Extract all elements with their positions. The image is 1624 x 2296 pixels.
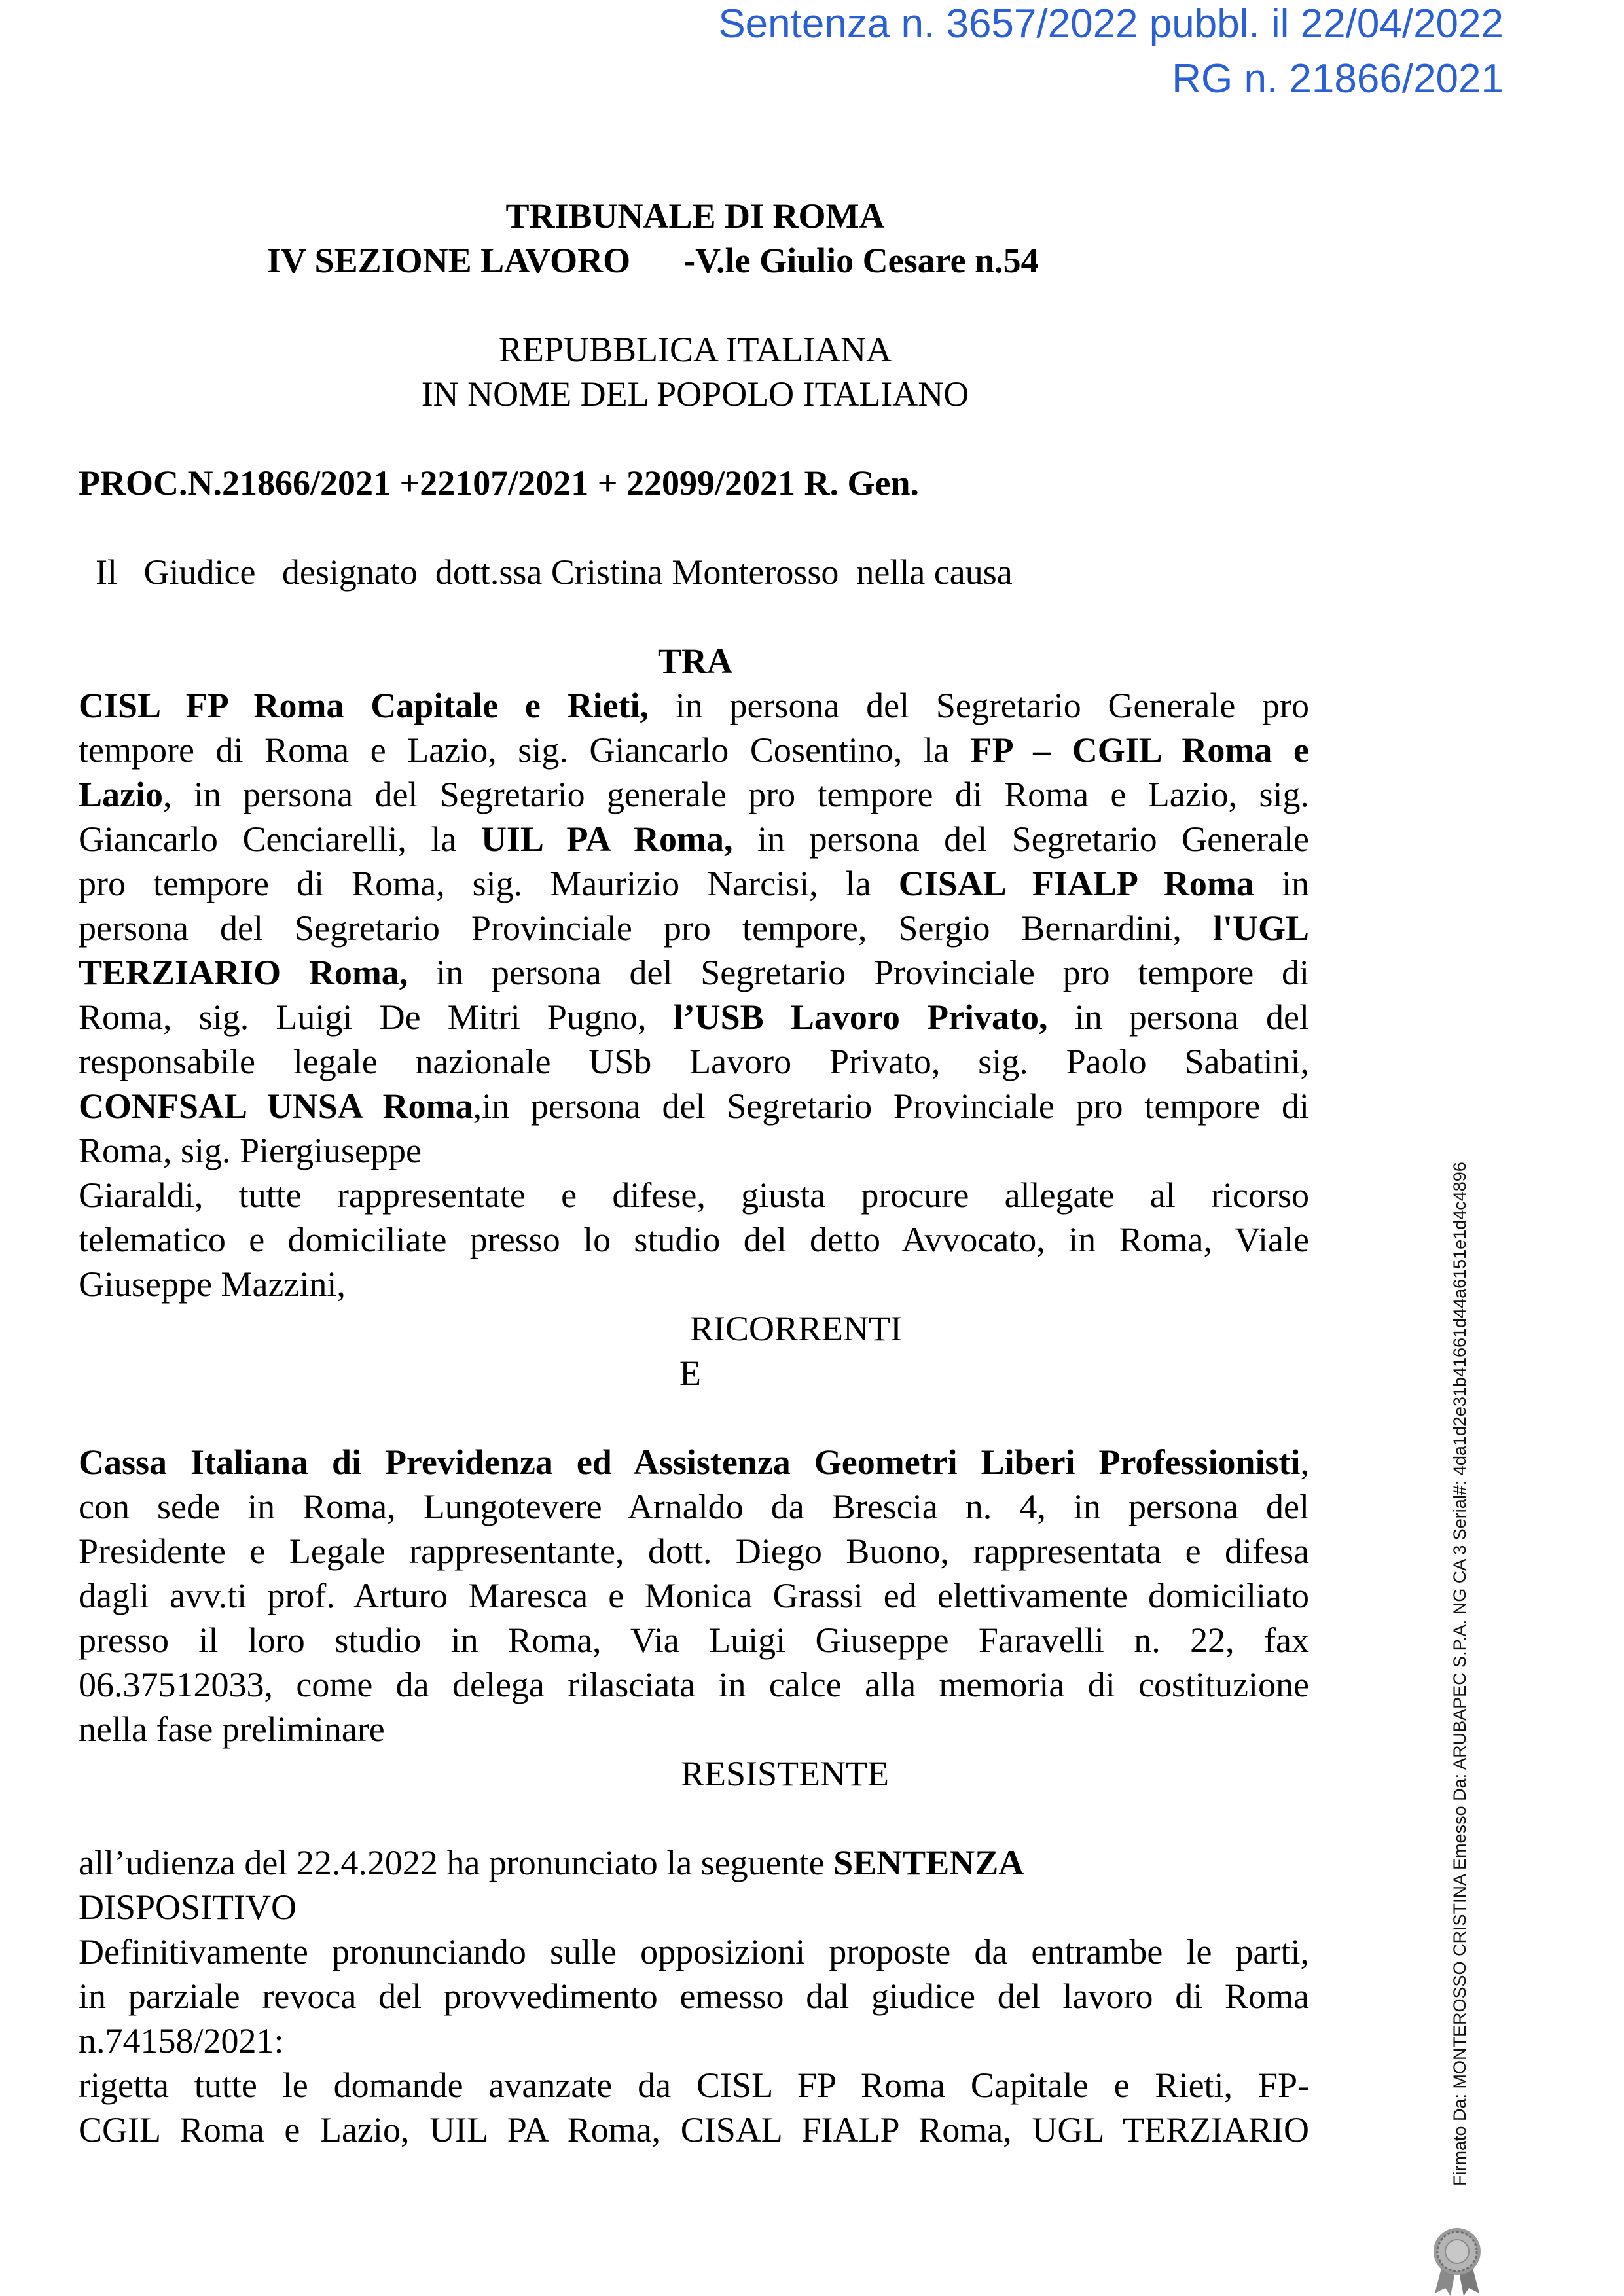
dispositivo-paragraph bbox=[79, 1929, 1309, 2152]
text-segment: Giancarlo Cenciarelli, la bbox=[79, 819, 481, 859]
text-line bbox=[79, 1484, 1309, 1529]
text-segment: tempore di Roma e Lazio, sig. Giancarlo Cosentino, la bbox=[79, 730, 971, 770]
text-line: n.74158/2021: bbox=[79, 2021, 284, 2060]
text-line bbox=[79, 1084, 1309, 1128]
party-name: CONFSAL UNSA Roma bbox=[79, 1086, 473, 1126]
text-line bbox=[79, 906, 1309, 950]
text-line bbox=[79, 1039, 1309, 1084]
text-segment: , bbox=[1300, 1443, 1309, 1482]
text-line: CGIL Roma e Lazio, UIL PA Roma, CISAL FIALP Roma, UGL TERZIARIO bbox=[79, 2110, 1309, 2149]
text-segment: in persona del bbox=[1047, 997, 1310, 1037]
text-line bbox=[79, 683, 1309, 728]
text-line: rigetta tutte le domande avanzate da CISL FP Roma Capitale e Rieti, FP- bbox=[79, 2066, 1309, 2105]
court-name: TRIBUNALE DI ROMA bbox=[505, 196, 885, 236]
text-segment: in bbox=[1254, 864, 1309, 903]
resistente-paragraph bbox=[79, 1440, 1309, 1751]
resistente-label: RESISTENTE bbox=[681, 1754, 889, 1793]
text-segment: , in persona del Segretario generale pro tempore di Roma e Lazio, sig. bbox=[163, 775, 1309, 814]
text-segment: Roma, sig. Luigi De Mitri Pugno, bbox=[79, 997, 674, 1037]
text-line: Definitivamente pronunciando sulle opposizioni proposte da entrambe le parti, bbox=[79, 1932, 1309, 1971]
text-segment: in persona del Segretario Generale bbox=[732, 819, 1309, 859]
sentenza-word: SENTENZA bbox=[833, 1843, 1024, 1882]
text-line: telematico e domiciliate presso lo studio del detto Avvocato, in Roma, Viale bbox=[79, 1220, 1309, 1259]
text-line bbox=[79, 1707, 1309, 1751]
text-line bbox=[79, 861, 1309, 906]
republic-heading: REPUBBLICA ITALIANA bbox=[498, 330, 892, 369]
text-line bbox=[79, 728, 1309, 772]
proceeding-number: PROC.N.21866/2021 +22107/2021 + 22099/2021 R. Gen. bbox=[79, 463, 920, 503]
text-segment: responsabile legale nazionale USb Lavoro Privato, sig. Paolo Sabatini, bbox=[79, 1042, 1309, 1081]
text-segment: in persona del Segretario Generale pro bbox=[649, 686, 1309, 725]
text-line bbox=[79, 1440, 1309, 1484]
rg-stamp: RG n. 21866/2021 bbox=[1172, 56, 1504, 101]
ricorrenti-paragraph bbox=[79, 683, 1309, 1173]
text-line bbox=[79, 995, 1309, 1039]
text-segment: 06.37512033, come da delega rilasciata in calce alla memoria di costituzione bbox=[79, 1665, 1309, 1704]
party-name: CISAL FIALP Roma bbox=[898, 864, 1254, 903]
seal-icon bbox=[1428, 2225, 1486, 2296]
text-segment: Roma, sig. Piergiuseppe bbox=[79, 1131, 422, 1170]
text-line: in parziale revoca del provvedimento emesso dal giudice del lavoro di Roma bbox=[79, 1977, 1309, 2016]
in-name-heading: IN NOME DEL POPOLO ITALIANO bbox=[421, 374, 969, 414]
text-line: Giaraldi, tutte rappresentate e difese, giusta procure allegate al ricorso bbox=[79, 1175, 1309, 1215]
text-line bbox=[79, 1529, 1309, 1573]
text-segment: in persona del Segretario Provinciale pro tempore di bbox=[408, 953, 1309, 992]
party-name: Lazio bbox=[79, 775, 163, 814]
ricorrenti-label: RICORRENTI bbox=[690, 1309, 902, 1348]
party-name: UIL PA Roma, bbox=[480, 819, 733, 859]
court-section: IV SEZIONE LAVORO -V.le Giulio Cesare n.54 bbox=[267, 241, 1039, 280]
text-segment: con sede in Roma, Lungotevere Arnaldo da Brescia n. 4, in persona del bbox=[79, 1487, 1309, 1526]
text-segment: presso il loro studio in Roma, Via Luigi Giuseppe Faravelli n. 22, fax bbox=[79, 1621, 1309, 1660]
sentence-intro-text: all’udienza del 22.4.2022 ha pronunciato la seguente bbox=[79, 1843, 834, 1882]
text-segment: nella fase preliminare bbox=[79, 1710, 385, 1749]
judge-line: Il Giudice designato dott.ssa Cristina Monterosso nella causa bbox=[96, 552, 1013, 592]
text-line bbox=[79, 772, 1309, 817]
text-segment: pro tempore di Roma, sig. Maurizio Narcisi, la bbox=[79, 864, 899, 903]
text-segment: dagli avv.ti prof. Arturo Maresca e Monica Grassi ed elettivamente domiciliato bbox=[79, 1576, 1309, 1615]
text-segment: Presidente e Legale rappresentante, dott. Diego Buono, rappresentata e difesa bbox=[79, 1532, 1309, 1571]
party-name: FP – CGIL Roma e bbox=[970, 730, 1309, 770]
text-line bbox=[79, 817, 1309, 861]
publication-stamp: Sentenza n. 3657/2022 pubbl. il 22/04/2022 bbox=[718, 1, 1504, 46]
party-name: CISL FP Roma Capitale e Rieti, bbox=[79, 686, 649, 725]
text-line bbox=[79, 1618, 1309, 1662]
text-line bbox=[79, 1573, 1309, 1618]
party-name: l'UGL bbox=[1212, 908, 1309, 948]
dispositivo-heading: DISPOSITIVO bbox=[79, 1888, 297, 1927]
party-name: TERZIARIO Roma, bbox=[79, 953, 408, 992]
ricorrenti-representation-paragraph bbox=[79, 1173, 1309, 1306]
party-name: Cassa Italiana di Previdenza ed Assistenza Geometri Liberi Professionisti bbox=[79, 1443, 1301, 1482]
text-line bbox=[79, 1662, 1309, 1707]
e-label: E bbox=[679, 1354, 701, 1393]
text-segment: persona del Segretario Provinciale pro tempore, Sergio Bernardini, bbox=[79, 908, 1213, 948]
text-line bbox=[79, 950, 1309, 995]
text-segment: ,in persona del Segretario Provinciale pro tempore di bbox=[473, 1086, 1309, 1126]
text-line bbox=[79, 1128, 1309, 1173]
digital-signature-line: Firmato Da: MONTEROSSO CRISTINA Emesso Da: ARUBAPEC S.P.A. NG CA 3 Serial#: 4da1d2e31b41661d44a6151e1d4c4896 bbox=[1450, 1162, 1470, 2186]
party-name: l’USB Lavoro Privato, bbox=[673, 997, 1048, 1037]
sentence-intro bbox=[79, 1840, 1024, 1885]
tra-label: TRA bbox=[657, 641, 732, 681]
text-line: Giuseppe Mazzini, bbox=[79, 1265, 346, 1304]
